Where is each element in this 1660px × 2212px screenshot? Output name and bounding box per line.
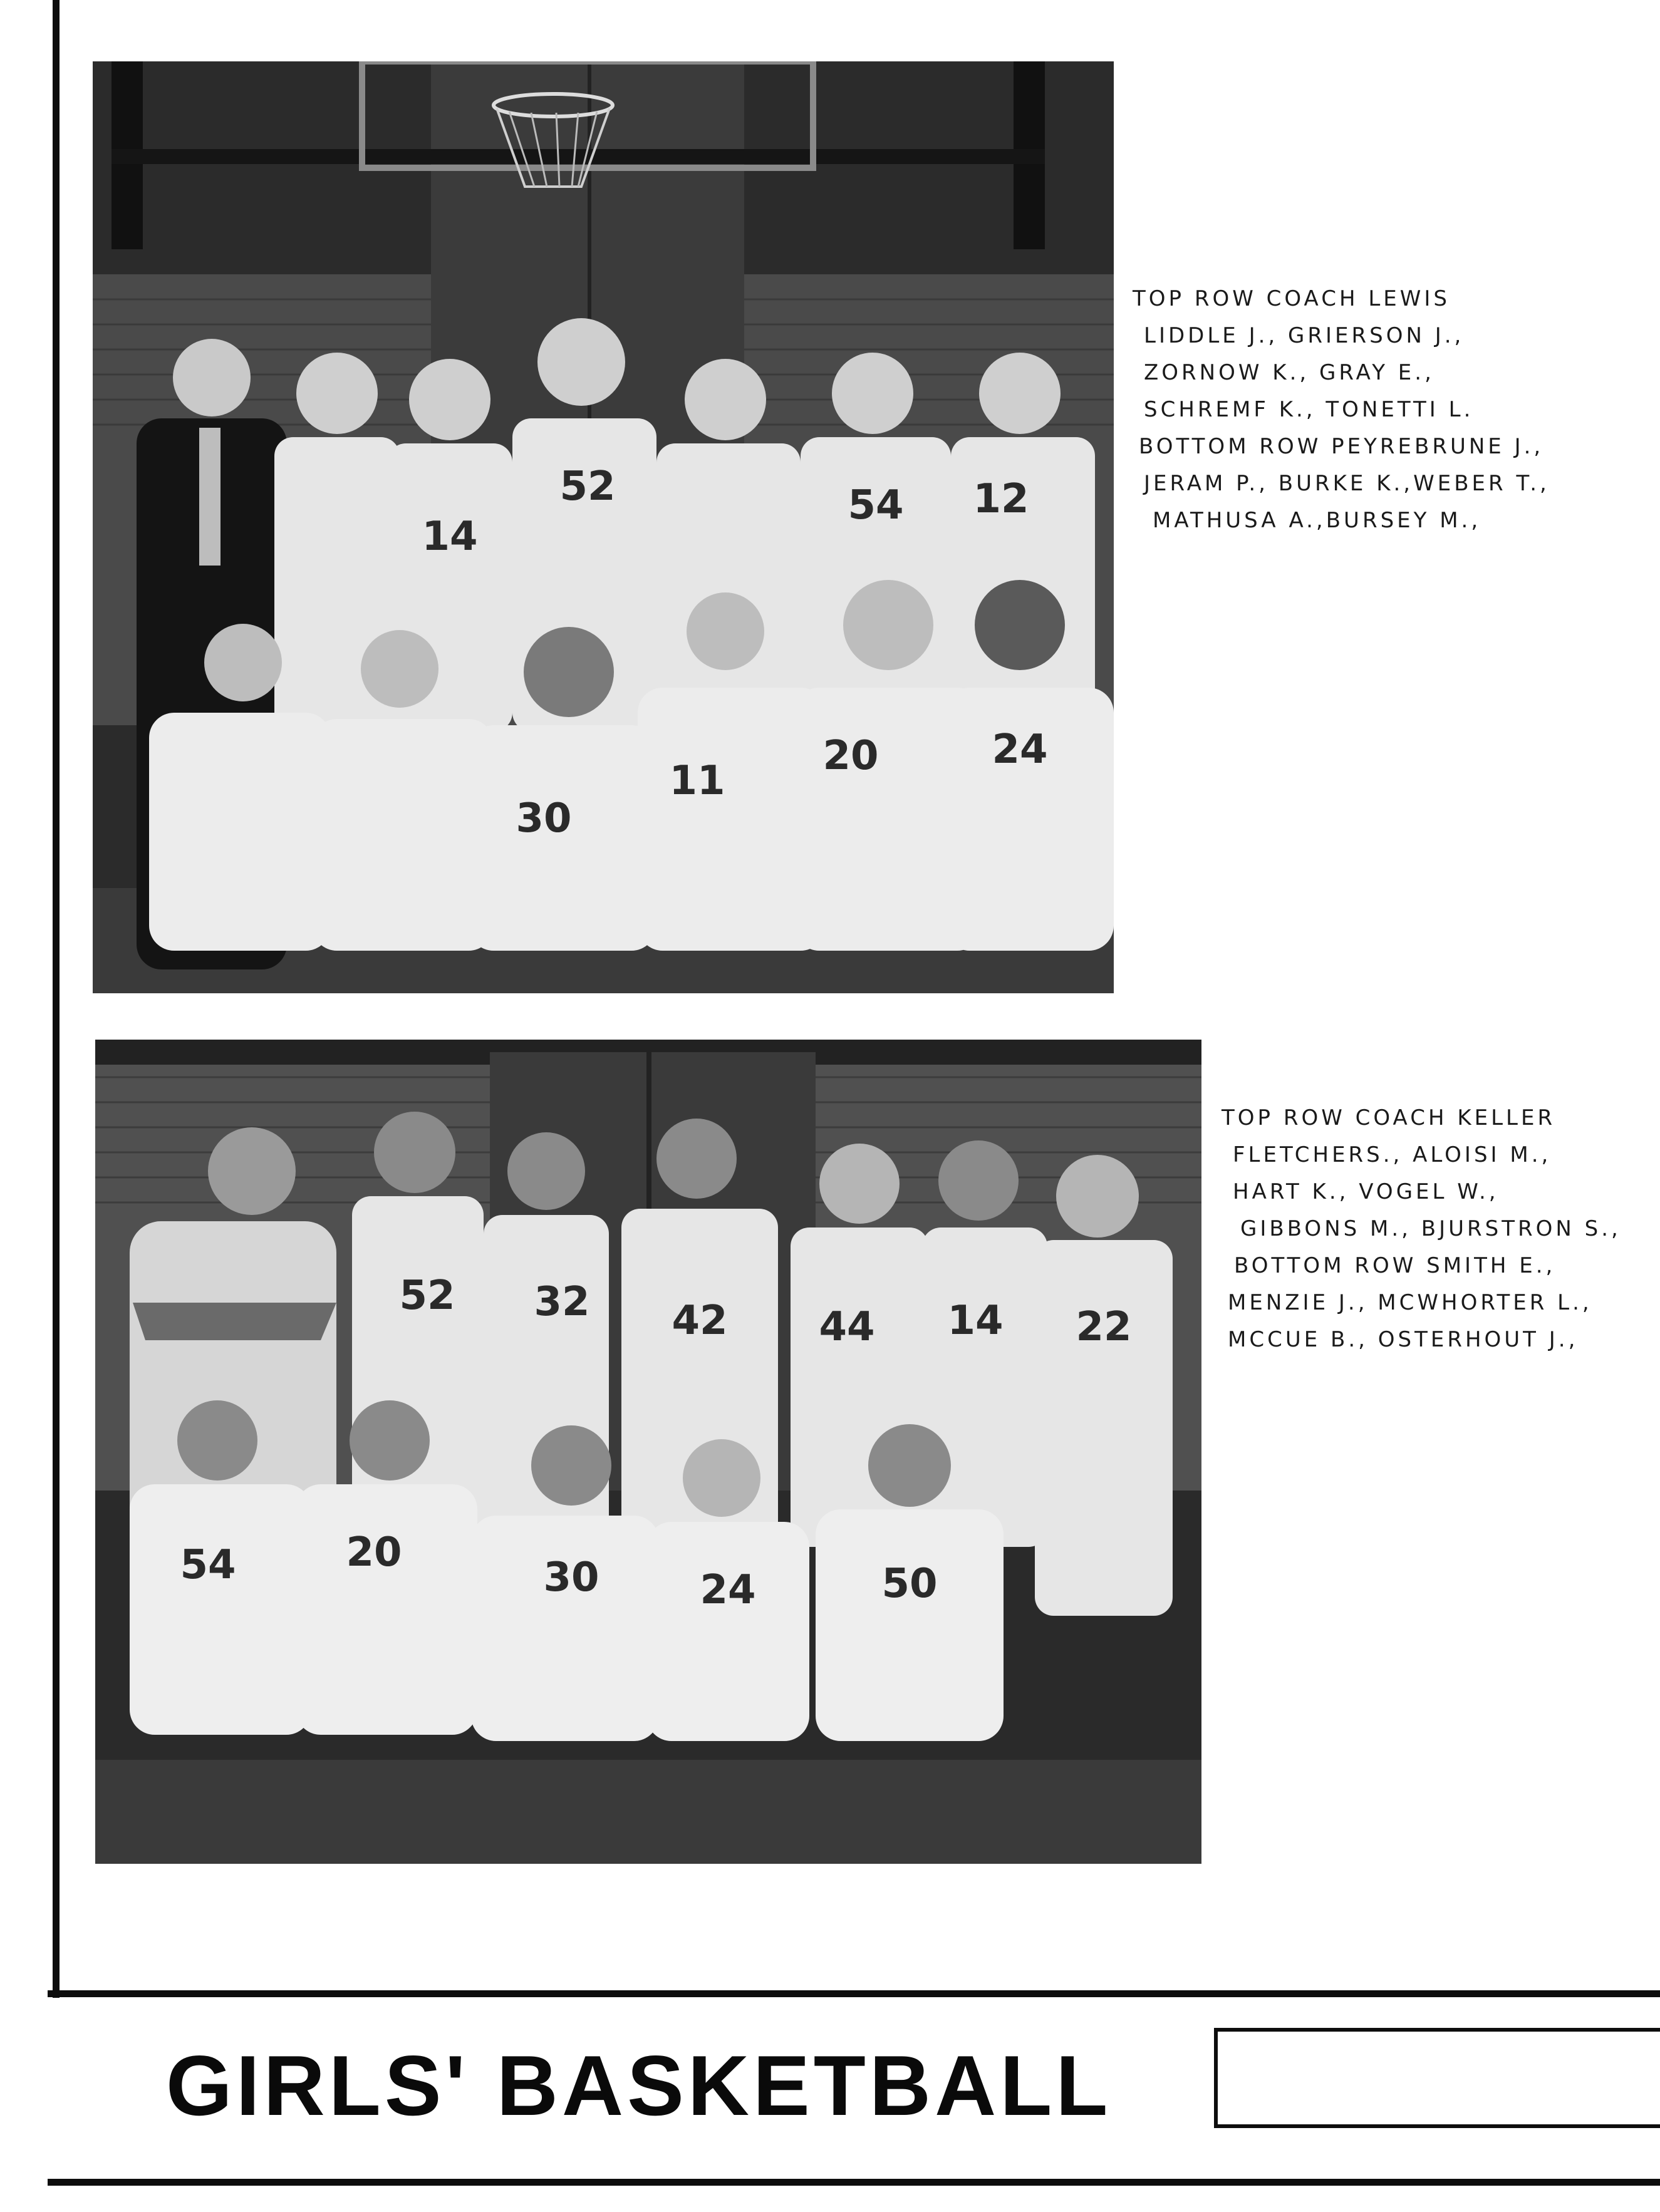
jersey-number: 30 (516, 795, 572, 842)
caption-line: JERAM P., BURKE K.,WEBER T., (1144, 471, 1550, 496)
jersey-number: 54 (180, 1542, 236, 1588)
jersey-number: 44 (819, 1304, 875, 1350)
jersey-number: 11 (669, 758, 725, 804)
caption-line: MATHUSA A.,BURSEY M., (1153, 508, 1481, 533)
caption-line: HART K., VOGEL W., (1233, 1179, 1499, 1204)
jersey-number: 32 (534, 1279, 590, 1325)
jersey-number: 12 (973, 476, 1029, 522)
jersey-number: 14 (947, 1298, 1004, 1344)
caption-line: BOTTOM ROW SMITH E., (1234, 1253, 1556, 1278)
jersey-number: 42 (672, 1298, 728, 1344)
caption-jv-roster (1222, 1100, 1621, 1358)
caption-line: MCCUE B., OSTERHOUT J., (1228, 1327, 1579, 1352)
caption-line: TOP ROW COACH LEWIS (1133, 286, 1450, 311)
jersey-number: 24 (700, 1567, 756, 1613)
caption-line: FLETCHERS., ALOISI M., (1233, 1142, 1552, 1167)
jersey-number: 20 (346, 1529, 402, 1576)
team-photo-jv (95, 1040, 1201, 1864)
caption-line: MENZIE J., MCWHORTER L., (1228, 1290, 1592, 1315)
footer-title-box (1214, 2028, 1660, 2128)
left-border-rule (53, 0, 60, 1998)
jersey-number: 52 (559, 463, 616, 510)
caption-line: LIDDLE J., GRIERSON J., (1144, 323, 1465, 348)
jersey-number: 30 (543, 1554, 599, 1601)
team-photo-jv-image (95, 1040, 1201, 1864)
page-title: GIRLS' BASKETBALL (166, 2038, 1112, 2133)
jersey-number: 54 (848, 482, 904, 529)
jersey-number: 20 (822, 733, 879, 779)
caption-line: GIBBONS M., BJURSTRON S., (1240, 1216, 1621, 1241)
caption-line: BOTTOM ROW PEYREBRUNE J., (1139, 434, 1544, 459)
jersey-number: 50 (881, 1561, 938, 1607)
caption-line: ZORNOW K., GRAY E., (1144, 360, 1434, 385)
caption-line: TOP ROW COACH KELLER (1222, 1105, 1556, 1130)
team-photo-varsity-image (93, 61, 1114, 993)
jersey-number: 52 (399, 1273, 455, 1319)
caption-varsity-roster (1133, 281, 1550, 539)
jersey-number: 24 (992, 726, 1048, 773)
team-photo-varsity (93, 61, 1114, 993)
jersey-number: 14 (422, 514, 478, 560)
caption-line: SCHREMF K., TONETTI L. (1144, 397, 1474, 422)
jersey-number: 22 (1076, 1304, 1132, 1350)
